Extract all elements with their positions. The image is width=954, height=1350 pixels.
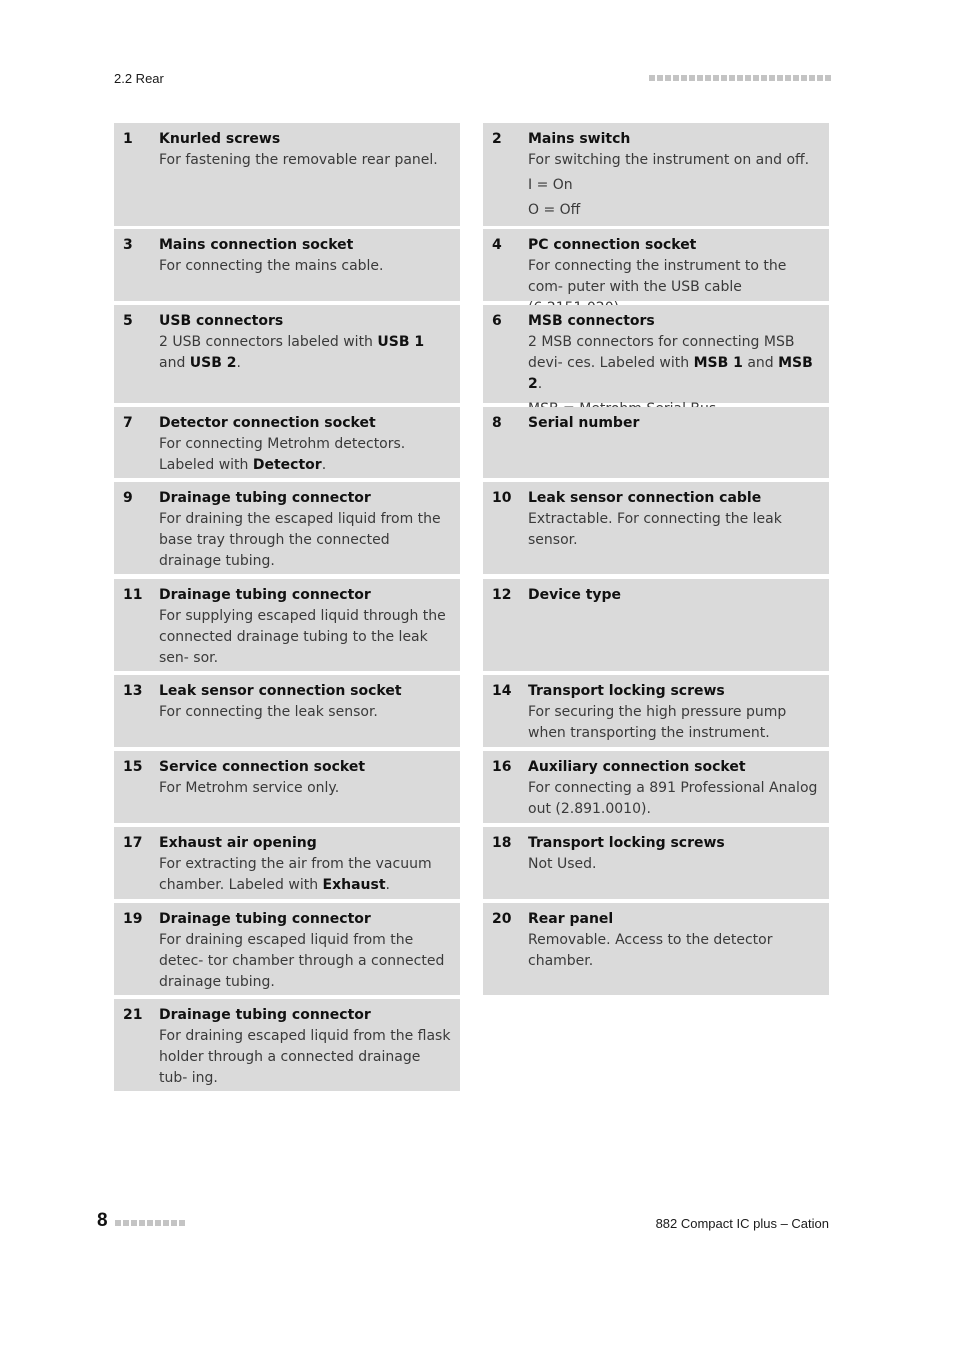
legend-item-12 <box>483 579 829 671</box>
item-number: 7 <box>123 415 133 431</box>
item-description: For draining the escaped liquid from the base tray through the connected drainage tubing. <box>159 511 441 569</box>
item-title: Transport locking screws <box>528 683 725 699</box>
item-title: Auxiliary connection socket <box>528 759 746 775</box>
item-number: 8 <box>492 415 502 431</box>
item-title: Service connection socket <box>159 759 366 775</box>
legend-item-7 <box>114 407 460 478</box>
item-title: Transport locking screws <box>528 835 725 851</box>
item-number: 1 <box>123 131 133 147</box>
item-number: 14 <box>492 683 512 699</box>
item-description: For connecting Metrohm detectors. Labeled with Detector. <box>159 436 406 473</box>
item-description: Removable. Access to the detector chamber. <box>528 932 773 969</box>
legend-item-21 <box>114 999 460 1091</box>
item-number: 17 <box>123 835 143 851</box>
item-description: For connecting the leak sensor. <box>159 704 378 720</box>
item-title: Mains switch <box>528 131 631 147</box>
item-title: Leak sensor connection socket <box>159 683 402 699</box>
item-note: I = On <box>528 177 573 193</box>
item-number: 21 <box>123 1007 143 1023</box>
legend-item-2 <box>483 123 829 226</box>
item-description: 2 USB connectors labeled with USB 1 and USB 2. <box>159 334 425 371</box>
legend-item-16 <box>483 751 829 823</box>
item-title: Mains connection socket <box>159 237 354 253</box>
section-header: 2.2 Rear <box>114 71 164 86</box>
legend-item-3 <box>114 229 460 301</box>
item-description: For switching the instrument on and off. <box>528 152 810 168</box>
legend-item-4 <box>483 229 829 301</box>
item-description: For extracting the air from the vacuum chamber. Labeled with Exhaust. <box>159 856 432 893</box>
item-number: 18 <box>492 835 512 851</box>
legend-item-15 <box>114 751 460 823</box>
item-description: For draining escaped liquid from the detec- tor chamber through a connected drainage tubing. <box>159 932 445 990</box>
item-title: Drainage tubing connector <box>159 911 371 927</box>
item-number: 9 <box>123 490 133 506</box>
item-title: USB connectors <box>159 313 284 329</box>
item-title: Knurled screws <box>159 131 281 147</box>
item-title: Rear panel <box>528 911 614 927</box>
item-description: For Metrohm service only. <box>159 780 340 796</box>
item-number: 2 <box>492 131 502 147</box>
item-number: 12 <box>492 587 512 603</box>
item-description: For supplying escaped liquid through the connected drainage tubing to the leak sen- sor. <box>159 608 446 666</box>
legend-item-9 <box>114 482 460 574</box>
item-number: 20 <box>492 911 512 927</box>
item-title: MSB connectors <box>528 313 655 329</box>
item-title: PC connection socket <box>528 237 697 253</box>
item-title: Device type <box>528 587 622 603</box>
item-description: For connecting the instrument to the com- puter with the USB cable <box>528 258 787 295</box>
item-description: Not Used. <box>528 856 597 872</box>
item-number: 3 <box>123 237 133 253</box>
legend-item-5 <box>114 305 460 403</box>
legend-item-10 <box>483 482 829 574</box>
product-name: 882 Compact IC plus – Cation <box>655 1216 829 1231</box>
legend-item-11 <box>114 579 460 671</box>
item-title: Drainage tubing connector <box>159 587 371 603</box>
footer-decoration <box>115 1220 185 1226</box>
item-number: 16 <box>492 759 512 775</box>
item-description: For draining escaped liquid from the flask holder through a connected drainage tub- ing. <box>159 1028 451 1086</box>
item-number: 5 <box>123 313 133 329</box>
legend-item-6 <box>483 305 829 403</box>
item-description: For connecting the mains cable. <box>159 258 384 274</box>
item-number: 15 <box>123 759 143 775</box>
legend-item-19 <box>114 903 460 995</box>
legend-item-14 <box>483 675 829 747</box>
item-description: 2 MSB connectors for connecting MSB devi- ces. Labeled with MSB 1 and MSB 2. <box>528 334 813 392</box>
header-decoration <box>649 75 831 81</box>
item-title: Drainage tubing connector <box>159 490 371 506</box>
page-number: 8 <box>97 1210 108 1231</box>
item-number: 19 <box>123 911 143 927</box>
item-title: Serial number <box>528 415 640 431</box>
item-title: Exhaust air opening <box>159 835 317 851</box>
item-number: 6 <box>492 313 502 329</box>
legend-item-20 <box>483 903 829 995</box>
item-number: 13 <box>123 683 143 699</box>
item-note: O = Off <box>528 202 581 218</box>
item-description: For fastening the removable rear panel. <box>159 152 438 168</box>
legend-item-17 <box>114 827 460 899</box>
item-description: For connecting a 891 Professional Analog out (2.891.0010). <box>528 780 818 817</box>
legend-item-13 <box>114 675 460 747</box>
item-title: Drainage tubing connector <box>159 1007 371 1023</box>
item-description: Extractable. For connecting the leak sensor. <box>528 511 782 548</box>
item-title: Leak sensor connection cable <box>528 490 762 506</box>
item-number: 11 <box>123 587 143 603</box>
legend-item-18 <box>483 827 829 899</box>
item-number: 10 <box>492 490 512 506</box>
item-description: For securing the high pressure pump when transporting the instrument. <box>528 704 787 741</box>
item-number: 4 <box>492 237 502 253</box>
legend-item-1 <box>114 123 460 226</box>
item-title: Detector connection socket <box>159 415 376 431</box>
legend-item-8 <box>483 407 829 478</box>
